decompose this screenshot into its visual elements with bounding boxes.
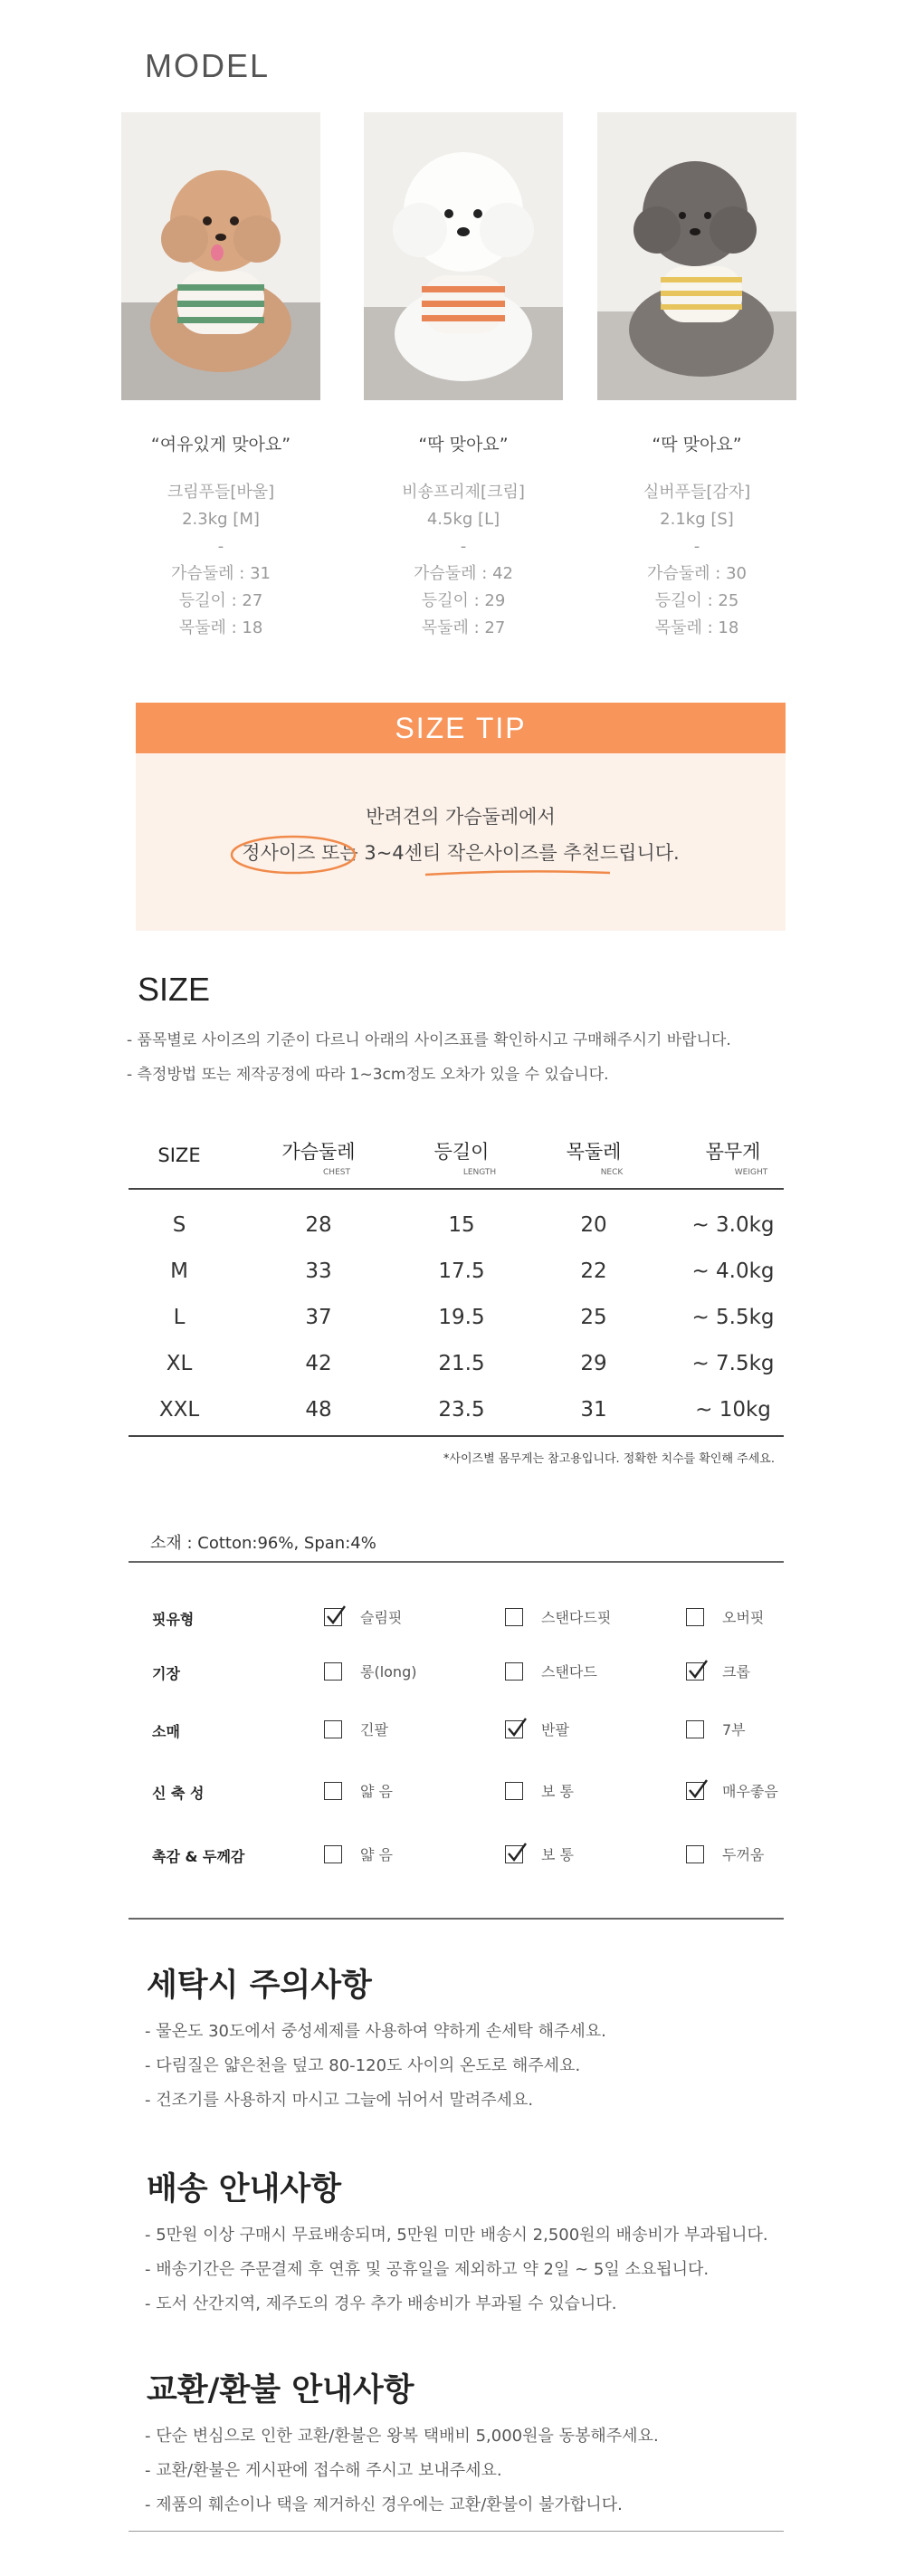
empty-box-icon (505, 1782, 523, 1800)
size-title: SIZE (138, 971, 211, 1008)
size-tip-line-1: 반려견의 가슴둘레에서 (366, 806, 556, 828)
table-cell: 42 (305, 1352, 332, 1375)
table-cell: 31 (580, 1398, 607, 1422)
col-header-chest: 가슴둘레 CHEST (281, 1141, 356, 1177)
checklist-option (505, 1843, 574, 1864)
model-breed: 비숑프리제[크림] (402, 483, 525, 502)
table-cell: 15 (448, 1213, 475, 1237)
model-card (121, 112, 320, 642)
checklist-option (324, 1719, 388, 1739)
section-line: - 건조기를 사용하지 마시고 그늘에 뉘어서 말려주세요. (145, 2091, 534, 2110)
col-header-size: SIZE (157, 1144, 201, 1166)
model-info (121, 479, 320, 642)
checklist-option (505, 1661, 597, 1681)
table-cell: L (173, 1306, 186, 1329)
section-line: - 교환/환불은 게시판에 접수해 주시고 보내주세요. (145, 2461, 502, 2480)
table-cell: 28 (305, 1213, 332, 1237)
table-cell: ~ 10kg (695, 1398, 771, 1422)
model-back: 등길이 : 25 (654, 591, 739, 610)
table-cell: M (170, 1259, 188, 1283)
checklist-row (129, 1601, 784, 1637)
table-cell: 29 (580, 1352, 607, 1375)
model-neck: 목둘레 : 18 (178, 618, 263, 637)
table-cell: 17.5 (438, 1259, 485, 1283)
checklist-option-label: 스탠다드 (541, 1663, 597, 1681)
empty-box-icon (324, 1720, 342, 1738)
checklist-option-label: 롱(long) (360, 1663, 417, 1681)
model-weight: 2.3kg [M] (182, 510, 260, 529)
checklist-option (324, 1780, 393, 1801)
table-cell: ~ 5.5kg (691, 1306, 775, 1329)
model-chest: 가슴둘레 : 42 (414, 564, 513, 583)
checklist-option (686, 1719, 746, 1739)
section-title: 세탁시 주의사항 (147, 1968, 372, 2004)
checklist-row (129, 1713, 784, 1749)
section-title: 교환/환불 안내사항 (147, 2372, 414, 2408)
checklist-label: 핏유형 (152, 1611, 195, 1628)
table-cell: 37 (305, 1306, 332, 1329)
model-dash: - (693, 537, 700, 556)
section-line: - 도서 산간지역, 제주도의 경우 추가 배송비가 부과될 수 있습니다. (145, 2294, 617, 2313)
model-neck: 목둘레 : 27 (421, 618, 506, 637)
checklist-option-label: 두꺼움 (722, 1846, 765, 1863)
table-cell: 22 (580, 1259, 607, 1283)
section-line: - 5만원 이상 구매시 무료배송되며, 5만원 미만 배송시 2,500원의 배송비가 부과됩니다. (145, 2226, 768, 2245)
checked-box-icon (324, 1608, 342, 1626)
size-footnote: *사이즈별 몸무게는 참고용입니다. 정확한 치수를 확인해 주세요. (443, 1452, 775, 1466)
table-cell: ~ 3.0kg (691, 1213, 775, 1237)
model-quote: “딱 맞아요” (652, 435, 742, 455)
model-card (364, 112, 563, 642)
checklist-row (129, 1655, 784, 1691)
checklist-option (505, 1606, 611, 1627)
highlight-marks (219, 829, 726, 884)
table-cell: S (172, 1213, 186, 1237)
checklist-label: 소매 (152, 1723, 180, 1740)
model-back: 등길이 : 29 (421, 591, 506, 610)
checklist-row (129, 1838, 784, 1874)
empty-box-icon (686, 1845, 704, 1863)
checklist-option (324, 1606, 402, 1627)
section-line: - 배송기간은 주문결제 후 연휴 및 공휴일을 제외하고 약 2일 ~ 5일 소요됩니다. (145, 2260, 710, 2279)
table-cell: 25 (580, 1306, 607, 1329)
empty-box-icon (686, 1720, 704, 1738)
model-breed: 크림푸들[바울] (167, 483, 275, 502)
checklist-option-label: 스탠다드핏 (541, 1609, 612, 1626)
checklist-option-label: 얇 음 (360, 1846, 393, 1863)
size-tip-line-2: 정사이즈 또는 3~4센티 작은사이즈를 추천드립니다. (242, 842, 680, 864)
table-row (129, 1245, 784, 1291)
model-photo (121, 112, 320, 400)
model-dash: - (217, 537, 224, 556)
model-neck: 목둘레 : 18 (654, 618, 739, 637)
size-table (129, 1132, 784, 1437)
size-tip-box (136, 703, 786, 931)
checklist-option-label: 매우좋음 (722, 1783, 778, 1800)
col-header-weight: 몸무게 WEIGHT (705, 1141, 768, 1177)
table-cell: 20 (580, 1213, 607, 1237)
table-row (129, 1384, 784, 1430)
checked-box-icon (505, 1720, 523, 1738)
size-note: - 품목별로 사이즈의 기준이 다르니 아래의 사이즈표를 확인하시고 구매해주시기 바랍니다. (127, 1031, 731, 1049)
empty-box-icon (324, 1782, 342, 1800)
checklist-option (324, 1661, 416, 1681)
checklist-option (324, 1843, 393, 1864)
section-title: 배송 안내사항 (147, 2171, 342, 2207)
model-quote: “딱 맞아요” (418, 435, 509, 455)
section-line: - 단순 변심으로 인한 교환/환불은 왕복 택배비 5,000원을 동봉해주세요. (145, 2427, 659, 2446)
checked-box-icon (686, 1782, 704, 1800)
checklist-option (505, 1780, 574, 1801)
model-back: 등길이 : 27 (178, 591, 263, 610)
section-line: - 다림질은 얇은천을 덮고 80-120도 사이의 온도로 해주세요. (145, 2056, 581, 2075)
checked-box-icon (686, 1662, 704, 1681)
model-card (597, 112, 796, 642)
table-row (129, 1291, 784, 1337)
checklist-label: 신 축 성 (152, 1785, 205, 1802)
material-info: 소재 : Cotton:96%, Span:4% (150, 1534, 376, 1553)
divider (129, 2531, 784, 2532)
checklist-option-label: 긴팔 (360, 1721, 388, 1738)
size-note: - 측정방법 또는 제작공정에 따라 1~3cm정도 오차가 있을 수 있습니다. (127, 1066, 609, 1084)
col-header-length: 등길이 LENGTH (433, 1141, 497, 1177)
empty-box-icon (686, 1608, 704, 1626)
model-title: MODEL (145, 47, 271, 84)
model-breed: 실버푸들[감자] (643, 483, 751, 502)
table-cell: ~ 7.5kg (691, 1352, 775, 1375)
highlight-underline (425, 871, 610, 875)
empty-box-icon (505, 1662, 523, 1681)
table-cell: XXL (158, 1398, 200, 1422)
checklist-row (129, 1775, 784, 1811)
model-weight: 4.5kg [L] (426, 510, 500, 529)
checklist-option (686, 1843, 764, 1864)
checklist-option-label: 보 통 (541, 1846, 574, 1863)
checked-box-icon (505, 1845, 523, 1863)
checklist-option-label: 7부 (722, 1721, 746, 1738)
table-cell: 19.5 (438, 1306, 485, 1329)
model-weight: 2.1kg [S] (660, 510, 734, 529)
section-line: - 제품의 훼손이나 택을 제거하신 경우에는 교환/환불이 불가합니다. (145, 2495, 623, 2514)
checklist-option (686, 1661, 750, 1681)
checklist-label: 촉감 & 두께감 (152, 1848, 245, 1865)
checklist-option (686, 1780, 778, 1801)
size-table-body (129, 1190, 784, 1430)
size-tip-title: SIZE TIP (136, 703, 786, 753)
table-cell: 23.5 (438, 1398, 485, 1422)
model-chest: 가슴둘레 : 30 (647, 564, 747, 583)
table-cell: 48 (305, 1398, 332, 1422)
model-info (364, 479, 563, 642)
checklist-option-label: 반팔 (541, 1721, 569, 1738)
table-row (129, 1199, 784, 1245)
divider (129, 1561, 784, 1563)
table-cell: ~ 4.0kg (691, 1259, 775, 1283)
model-quote: “여유있게 맞아요” (150, 435, 291, 455)
model-chest: 가슴둘레 : 31 (171, 564, 271, 583)
highlight-circle (232, 837, 355, 873)
empty-box-icon (505, 1608, 523, 1626)
col-header-neck: 목둘레 NECK (566, 1141, 624, 1177)
table-cell: 21.5 (438, 1352, 485, 1375)
model-photo (597, 112, 796, 400)
empty-box-icon (324, 1845, 342, 1863)
table-cell: XL (166, 1352, 193, 1375)
checklist-option-label: 얇 음 (360, 1783, 393, 1800)
table-bottom-rule (129, 1435, 784, 1437)
checklist-option-label: 오버핏 (722, 1609, 765, 1626)
model-info (597, 479, 796, 642)
table-cell: 33 (305, 1259, 332, 1283)
checklist-option-label: 크롭 (722, 1663, 750, 1681)
size-table-header (129, 1132, 784, 1190)
checklist-option-label: 슬림핏 (360, 1609, 403, 1626)
divider (129, 1918, 784, 1920)
section-line: - 물온도 30도에서 중성세제를 사용하여 약하게 손세탁 해주세요. (145, 2022, 606, 2041)
checklist-option (505, 1719, 569, 1739)
checklist-label: 기장 (152, 1665, 180, 1682)
table-row (129, 1337, 784, 1384)
model-dash: - (460, 537, 467, 556)
checklist-option (686, 1606, 764, 1627)
checklist-option-label: 보 통 (541, 1783, 574, 1800)
empty-box-icon (324, 1662, 342, 1681)
model-photo (364, 112, 563, 400)
